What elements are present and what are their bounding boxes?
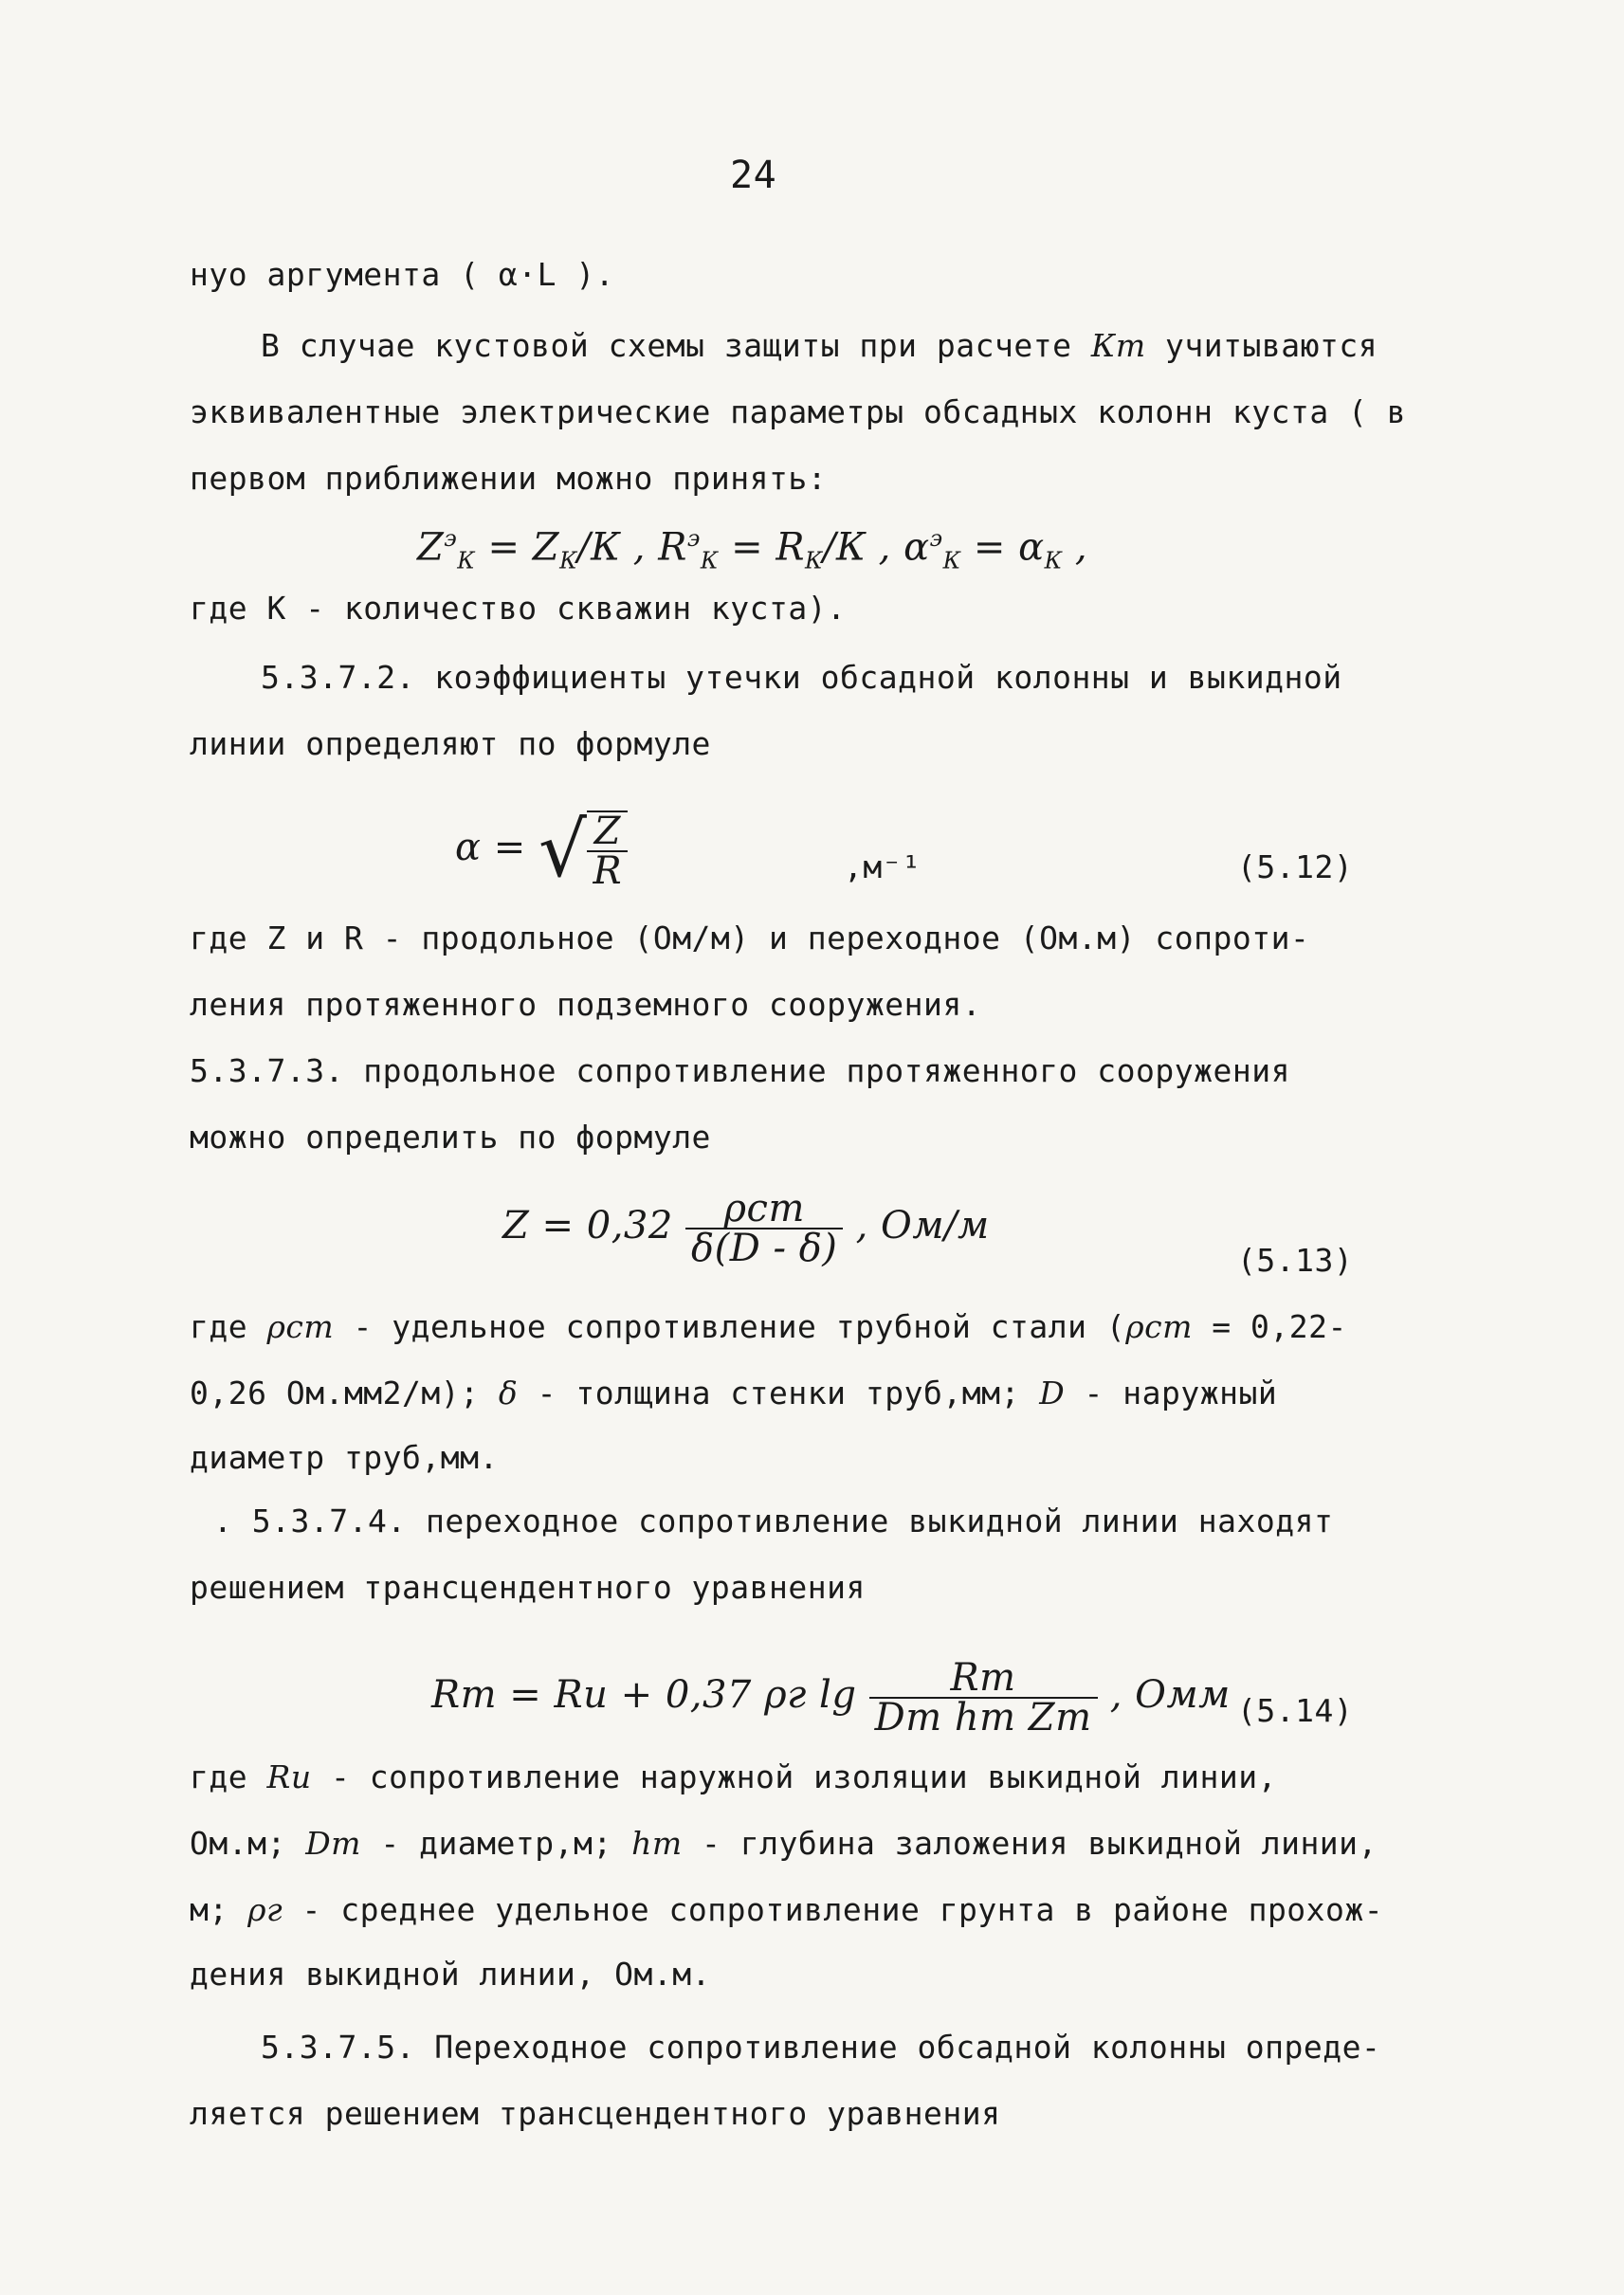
equivalent-parameters-formula: $Z^э_К = Z_К/К$ , $R^э_К = R_К/К$ , $\alpha^э_К = \alpha_К$ , [417, 525, 1088, 574]
paragraph-line: где Z и R - продольное (Ом/м) и переходное (Ом.м) сопроти- [190, 920, 1310, 956]
paragraph-line: Ом.м; Dт - диаметр,м; hт - глубина заложения выкидной линии, [190, 1825, 1378, 1862]
paragraph-line: дения выкидной линии, Ом.м. [190, 1956, 711, 1993]
section-heading-5.3.7.5: 5.3.7.5. Переходное сопротивление обсадной колонны опреде- [261, 2029, 1381, 2066]
equation-number: (5.14) [1237, 1692, 1354, 1729]
formula-5.14: Rт = Rи + 0,37 ρг lg $\frac{Rт}{\text{Dт hт Zт}}$ , Омм [431, 1656, 1231, 1739]
section-heading-5.3.7.3: 5.3.7.3. продольное сопротивление протяженного сооружения [190, 1052, 1290, 1089]
paragraph-line: нуо аргумента ( α·L ). [190, 256, 615, 293]
section-heading-5.3.7.4: . 5.3.7.4. переходное сопротивление выкидной линии находят [213, 1503, 1334, 1539]
section-heading-5.3.7.2: 5.3.7.2. коэффициенты утечки обсадной колонны и выкидной [261, 659, 1342, 696]
paragraph-line: где ρст - удельное сопротивление трубной стали (ρст = 0,22- [190, 1308, 1347, 1345]
paragraph-line: ления протяженного подземного сооружения. [190, 986, 982, 1023]
paragraph-line: В случае кустовой схемы защиты при расчете Кт учитываются [261, 327, 1378, 364]
paragraph-line: м; ρг - среднее удельное сопротивление грунта в районе прохож- [190, 1891, 1384, 1928]
equation-number: (5.12) [1237, 848, 1354, 885]
paragraph-line: диаметр труб,мм. [190, 1439, 499, 1476]
paragraph-line: ляется решением трансцендентного уравнения [190, 2095, 1001, 2132]
paragraph-line: где Rи - сопротивление наружной изоляции выкидной линии, [190, 1758, 1277, 1795]
paragraph-line: можно определить по формуле [190, 1119, 711, 1156]
paragraph-line: решением трансцендентного уравнения [190, 1569, 866, 1606]
formula-unit: ,м⁻¹ [844, 848, 921, 885]
page-number: 24 [730, 154, 777, 197]
paragraph-line: линии определяют по формуле [190, 725, 711, 762]
formula-5.12: α = √ $\frac{Z}{R}$ [455, 811, 628, 890]
paragraph-line: где К - количество скважин куста). [190, 590, 847, 627]
paragraph-line: первом приближении можно принять: [190, 460, 828, 497]
equation-number: (5.13) [1237, 1242, 1354, 1279]
paragraph-line: 0,26 Ом.мм2/м); δ - толщина стенки труб,мм; D - наружный [190, 1375, 1278, 1412]
sqrt-sign: √ [538, 806, 588, 894]
formula-5.13: Z = 0,32 $\frac{\text{ρст}}{\delta(D - \delta)}$ , Ом/м [502, 1187, 990, 1270]
symbol: Кт [1090, 327, 1146, 364]
paragraph-line: эквивалентные электрические параметры обсадных колонн куста ( в [190, 393, 1407, 430]
